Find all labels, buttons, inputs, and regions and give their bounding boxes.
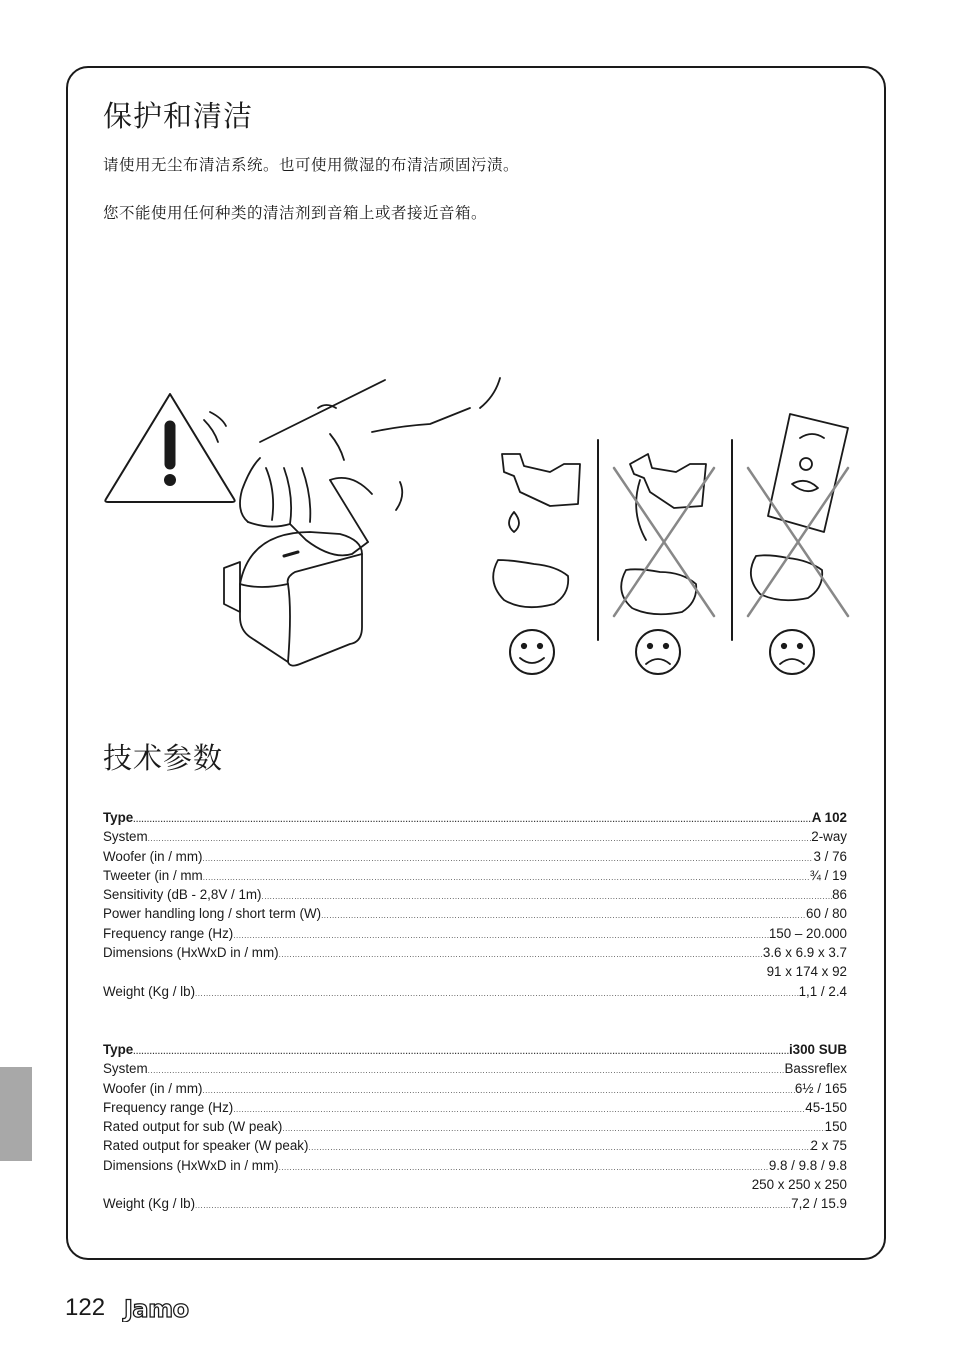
- spec-value: 250 x 250 x 250: [751, 1177, 847, 1193]
- speaker-icon: [224, 532, 362, 666]
- spec-value: ¾ / 19: [809, 867, 847, 883]
- warning-triangle-icon: [105, 394, 234, 502]
- spec-value: 45-150: [805, 1099, 847, 1115]
- spec-value: 2 x 75: [810, 1138, 847, 1154]
- logo-text: Jamo: [124, 1296, 189, 1322]
- spec-row: [103, 1061, 847, 1080]
- spec-value: 3.6 x 6.9 x 3.7: [762, 945, 847, 961]
- spec-value: 91 x 174 x 92: [766, 964, 847, 980]
- care-heading: 保护和清洁: [103, 99, 254, 133]
- spec-label: Rated output for speaker (W peak): [103, 1138, 309, 1154]
- spec-row: [103, 945, 847, 964]
- spec-label: Frequency range (Hz): [103, 1099, 234, 1115]
- spec-row: [103, 810, 847, 829]
- spec-table-i300-sub: [103, 1042, 847, 1216]
- spec-label: Weight (Kg / lb): [103, 1196, 196, 1212]
- spec-label: Dimensions (HxWxD in / mm): [103, 1157, 279, 1173]
- spec-label: Woofer (in / mm): [103, 848, 203, 864]
- care-paragraph-2: 您不能使用任何种类的清洁剂到音箱上或者接近音箱。: [103, 204, 488, 222]
- cleaning-agent-not-ok-icon: [748, 414, 848, 674]
- spec-row: [103, 1119, 847, 1138]
- spec-row: [103, 1042, 847, 1061]
- jamo-logo: [122, 1296, 228, 1322]
- specs-heading: 技术参数: [103, 741, 224, 775]
- spec-row-continued: [103, 1177, 847, 1196]
- spec-row: [103, 829, 847, 848]
- spec-value: 150 – 20.000: [768, 925, 847, 941]
- spec-value: 1,1 / 2.4: [798, 983, 847, 999]
- spec-label: Tweeter (in / mm: [103, 867, 203, 883]
- spec-value: Bassreflex: [784, 1061, 847, 1077]
- spec-row: [103, 1138, 847, 1157]
- spec-label: Woofer (in / mm): [103, 1080, 203, 1096]
- spec-label: Weight (Kg / lb): [103, 983, 196, 999]
- spec-row: [103, 926, 847, 945]
- section-side-tab: [0, 1067, 32, 1161]
- spec-row: [103, 887, 847, 906]
- spec-label: Dimensions (HxWxD in / mm): [103, 945, 279, 961]
- spec-label: Rated output for sub (W peak): [103, 1119, 283, 1135]
- wet-cloth-not-ok-icon: [614, 454, 714, 674]
- cleaning-illustration: [100, 372, 860, 682]
- spec-value: 9.8 / 9.8 / 9.8: [768, 1157, 847, 1173]
- spec-value: 60 / 80: [806, 906, 847, 922]
- spec-value: 7,2 / 15.9: [791, 1196, 847, 1212]
- spec-value: 2-way: [811, 829, 847, 845]
- spec-row: [103, 1158, 847, 1177]
- spec-label: Type: [103, 1042, 134, 1057]
- spec-value: 150: [824, 1119, 847, 1135]
- spec-row: [103, 868, 847, 887]
- spec-label: Power handling long / short term (W): [103, 906, 322, 922]
- spec-row-continued: [103, 964, 847, 983]
- hand-with-cloth-icon: [204, 378, 500, 555]
- spec-label: Frequency range (Hz): [103, 925, 234, 941]
- page-number: 122: [65, 1294, 106, 1321]
- spec-value: 3 / 76: [813, 848, 847, 864]
- care-paragraph-1: 请使用无尘布清洁系统。也可使用微湿的布清洁顽固污渍。: [103, 156, 520, 174]
- spec-table-a102: [103, 810, 847, 1003]
- spec-row: [103, 1196, 847, 1215]
- spec-label: System: [103, 1061, 148, 1077]
- spec-label: Sensitivity (dB - 2,8V / 1m): [103, 887, 262, 903]
- spec-row: [103, 1100, 847, 1119]
- spec-value: i300 SUB: [788, 1042, 847, 1057]
- spec-row: [103, 849, 847, 868]
- spec-row: [103, 1081, 847, 1100]
- spec-row: [103, 984, 847, 1003]
- damp-cloth-ok-icon: [493, 454, 580, 674]
- spec-value: 6½ / 165: [794, 1080, 847, 1096]
- spec-label: Type: [103, 810, 134, 825]
- spec-label: System: [103, 829, 148, 845]
- spec-row: [103, 906, 847, 925]
- spec-value: 86: [832, 887, 847, 903]
- spec-value: A 102: [811, 810, 847, 825]
